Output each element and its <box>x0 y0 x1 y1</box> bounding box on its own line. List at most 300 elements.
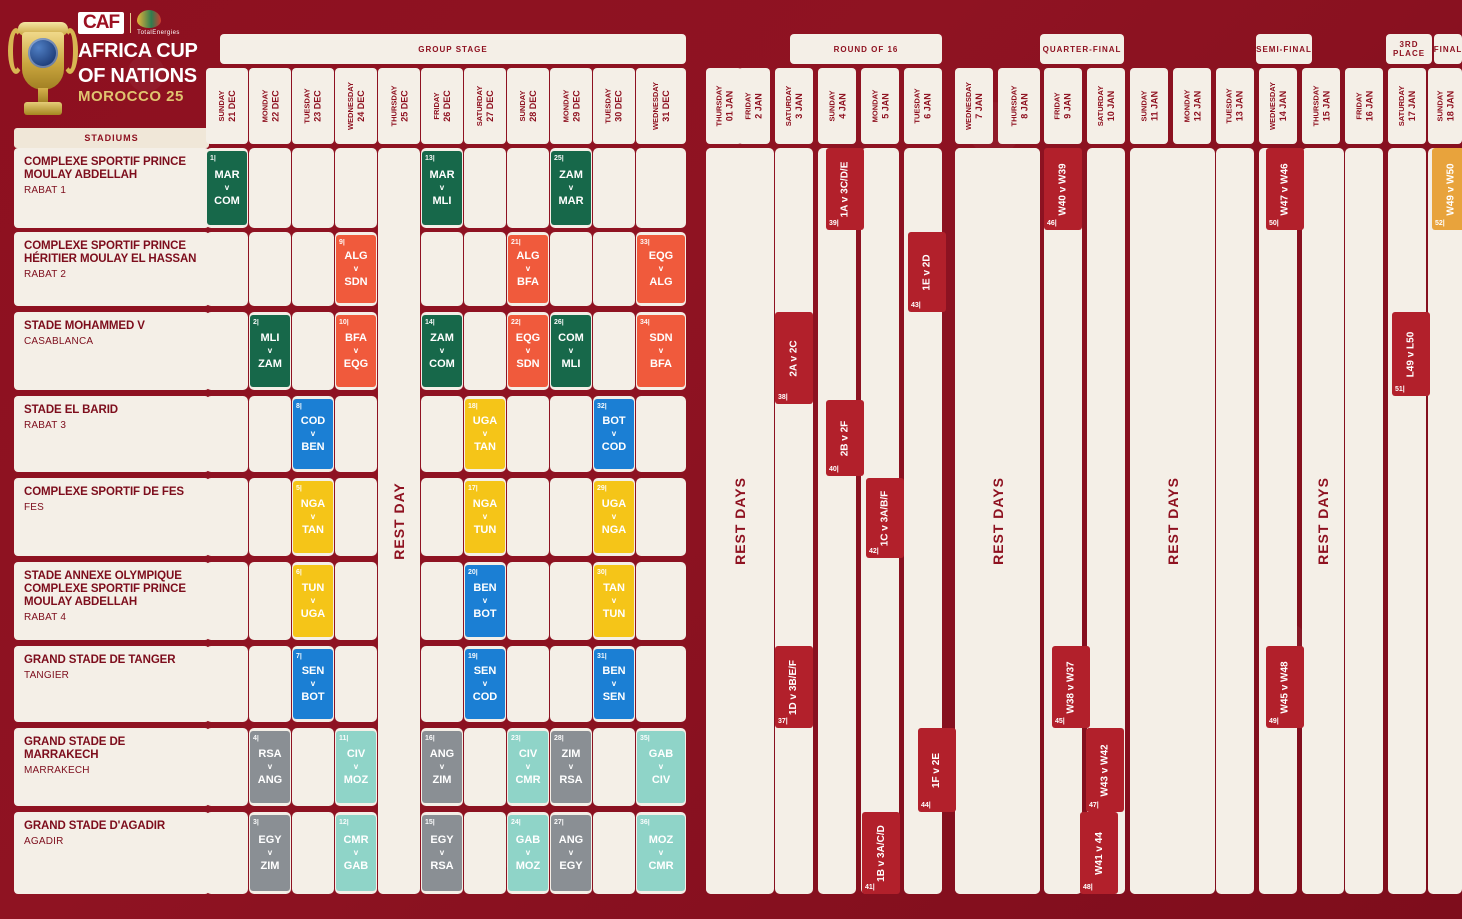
home-team: GAB <box>515 834 541 846</box>
schedule-column <box>1345 148 1383 894</box>
versus-separator: v <box>525 346 531 355</box>
schedule-cell <box>550 646 592 722</box>
match-card[interactable] <box>551 815 591 891</box>
schedule-cell <box>636 396 686 472</box>
schedule-cell <box>335 646 377 722</box>
date-weekday: SATURDAY <box>1397 85 1406 127</box>
date-weekday: WEDNESDAY <box>346 81 356 131</box>
knockout-match-card[interactable] <box>908 232 946 312</box>
knockout-matchup-label: 1E v 2D <box>921 253 933 291</box>
date-day: 12 JAN <box>1192 90 1202 122</box>
versus-separator: v <box>439 183 445 192</box>
knockout-match-card[interactable] <box>1044 148 1082 230</box>
match-number: 38| <box>778 394 788 401</box>
knockout-match-card[interactable] <box>1266 148 1304 230</box>
away-team: EGY <box>559 860 583 872</box>
away-team: CMR <box>515 774 541 786</box>
schedule-column <box>1216 148 1254 894</box>
stadium-city: RABAT 1 <box>24 185 67 196</box>
versus-separator: v <box>525 264 531 273</box>
date-weekday: TUESDAY <box>303 88 312 124</box>
schedule-cell <box>292 312 334 390</box>
home-team: CMR <box>343 834 369 846</box>
home-team: ANG <box>558 834 584 846</box>
schedule-column <box>775 148 813 894</box>
date-weekday: FRIDAY <box>431 92 441 120</box>
date-day: 28 DEC <box>527 90 538 122</box>
date-day: 4 JAN <box>836 93 847 119</box>
match-card[interactable] <box>508 315 548 387</box>
knockout-matchup-label: W41 v 44 <box>1093 831 1105 875</box>
schedule-cell <box>636 148 686 228</box>
schedule-cell <box>593 148 635 228</box>
away-team: ZIM <box>432 774 452 786</box>
versus-separator: v <box>482 596 488 605</box>
away-team: TAN <box>302 524 324 536</box>
match-card[interactable] <box>508 731 548 803</box>
versus-separator: v <box>568 183 574 192</box>
knockout-match-card[interactable] <box>1392 312 1430 396</box>
stadium-name: GRAND STADE D'AGADIR <box>24 820 166 832</box>
match-card[interactable] <box>508 815 548 891</box>
match-number: 37| <box>778 718 788 725</box>
match-number: 19| <box>468 653 478 660</box>
knockout-matchup-label: W45 v W48 <box>1279 660 1291 714</box>
match-card[interactable] <box>465 481 505 553</box>
match-number: 40| <box>829 466 839 473</box>
date-header <box>464 68 506 144</box>
date-weekday: THURSDAY <box>1311 85 1321 127</box>
date-day: 22 DEC <box>270 90 280 122</box>
home-team: ZAM <box>430 332 454 344</box>
stadium-name: GRAND STADE DE MARRAKECH <box>24 736 126 761</box>
away-team: MLI <box>561 358 581 370</box>
date-weekday: THURSDAY <box>388 85 398 127</box>
date-day: 25 DEC <box>398 90 409 122</box>
match-card[interactable] <box>637 815 685 891</box>
versus-separator: v <box>482 429 488 438</box>
home-team: BFA <box>345 332 367 344</box>
versus-separator: v <box>658 848 664 857</box>
knockout-match-card[interactable] <box>826 400 864 476</box>
date-day: 24 DEC <box>356 90 367 122</box>
home-team: EQG <box>515 332 541 344</box>
stadium-city: CASABLANCA <box>24 336 94 347</box>
home-team: SDN <box>649 332 673 344</box>
versus-separator: v <box>658 762 664 771</box>
match-card[interactable] <box>250 315 290 387</box>
away-team: TUN <box>473 524 497 536</box>
match-number: 48| <box>1083 884 1093 891</box>
knockout-match-card[interactable] <box>1052 646 1090 728</box>
date-header <box>1087 68 1125 144</box>
home-team: TAN <box>603 582 625 594</box>
phase-header: ROUND OF 16 <box>790 34 942 64</box>
date-header <box>955 68 993 144</box>
versus-separator: v <box>267 346 273 355</box>
knockout-matchup-label: 1D v 3B/E/F <box>788 659 800 715</box>
date-header <box>421 68 463 144</box>
match-number: 34| <box>640 319 650 326</box>
date-weekday: SATURDAY <box>784 85 793 127</box>
match-card[interactable] <box>336 731 376 803</box>
match-card[interactable] <box>465 565 505 637</box>
stadium-city: RABAT 2 <box>24 269 67 280</box>
date-day: 31 DEC <box>660 90 671 122</box>
caf-wordmark: CAF <box>78 12 124 34</box>
match-card[interactable] <box>293 565 333 637</box>
match-number: 52| <box>1435 220 1445 227</box>
schedule-cell <box>507 562 549 640</box>
schedule-cell <box>335 562 377 640</box>
schedule-cell <box>206 562 248 640</box>
match-number: 8| <box>296 403 302 410</box>
stadium-row <box>14 562 209 640</box>
schedule-cell <box>206 478 248 556</box>
match-number: 17| <box>468 485 478 492</box>
home-team: SEN <box>301 665 325 677</box>
match-card[interactable] <box>422 151 462 225</box>
stadium-name: COMPLEXE SPORTIF DE FES <box>24 486 184 498</box>
home-team: TUN <box>301 582 325 594</box>
schedule-cell <box>292 232 334 306</box>
match-card[interactable] <box>250 815 290 891</box>
schedule-cell <box>507 148 549 228</box>
match-card[interactable] <box>250 731 290 803</box>
match-number: 27| <box>554 819 564 826</box>
date-day: 9 JAN <box>1062 93 1073 119</box>
date-header <box>1216 68 1254 144</box>
knockout-match-card[interactable] <box>866 478 904 558</box>
date-day: 5 JAN <box>880 93 890 119</box>
match-number: 44| <box>921 802 931 809</box>
date-header <box>1302 68 1340 144</box>
versus-separator: v <box>310 512 316 521</box>
knockout-match-card[interactable] <box>1080 812 1118 894</box>
date-day: 01 JAN <box>724 90 735 122</box>
date-header <box>775 68 813 144</box>
knockout-matchup-label: 1C v 3A/B/F <box>879 490 891 546</box>
date-weekday: TUESDAY <box>604 88 613 124</box>
schedule-cell <box>636 478 686 556</box>
match-number: 10| <box>339 319 349 326</box>
match-number: 50| <box>1269 220 1279 227</box>
away-team: SDN <box>516 358 540 370</box>
match-card[interactable] <box>551 731 591 803</box>
stadium-city: MARRAKECH <box>24 765 90 776</box>
date-weekday: MONDAY <box>260 89 269 123</box>
date-header <box>818 68 856 144</box>
schedule-cell <box>206 728 248 806</box>
date-weekday: SUNDAY <box>1434 90 1444 122</box>
match-number: 13| <box>425 155 435 162</box>
versus-separator: v <box>525 762 531 771</box>
match-card[interactable] <box>637 235 685 303</box>
stadium-row <box>14 312 209 390</box>
schedule-cell <box>206 232 248 306</box>
date-weekday: MONDAY <box>561 89 570 123</box>
match-card[interactable] <box>594 649 634 719</box>
match-card[interactable] <box>293 481 333 553</box>
match-card[interactable] <box>336 315 376 387</box>
date-header <box>378 68 420 144</box>
stadiums-column-header: STADIUMS <box>14 128 209 148</box>
knockout-matchup-label: 2B v 2F <box>839 420 851 456</box>
date-weekday: SATURDAY <box>475 85 484 127</box>
schedule-cell <box>249 232 291 306</box>
date-header <box>1428 68 1462 144</box>
date-day: 16 JAN <box>1363 90 1374 122</box>
match-card[interactable] <box>207 151 247 225</box>
match-number: 49| <box>1269 718 1279 725</box>
match-card[interactable] <box>594 399 634 469</box>
match-card[interactable] <box>594 481 634 553</box>
away-team: SEN <box>602 691 626 703</box>
date-day: 27 DEC <box>485 90 495 122</box>
knockout-matchup-label: W38 v W37 <box>1065 660 1077 714</box>
schedule-cell <box>550 232 592 306</box>
away-team: UGA <box>300 608 326 620</box>
rest-day-block <box>706 148 774 894</box>
match-number: 1| <box>210 155 216 162</box>
rest-day-block <box>1130 148 1215 894</box>
away-team: MOZ <box>515 860 541 872</box>
date-weekday: SUNDAY <box>216 90 226 122</box>
away-team: CMR <box>648 860 674 872</box>
match-number: 3| <box>253 819 259 826</box>
knockout-match-card[interactable] <box>826 148 864 230</box>
match-number: 21| <box>511 239 521 246</box>
home-team: UGA <box>472 415 498 427</box>
match-number: 11| <box>339 735 349 742</box>
schedule-cell <box>507 646 549 722</box>
away-team: ALG <box>649 276 673 288</box>
stadium-row <box>14 478 209 556</box>
versus-separator: v <box>611 429 617 438</box>
rest-day-label: REST DAYS <box>989 477 1006 565</box>
match-card[interactable] <box>422 815 462 891</box>
home-team: ALG <box>516 250 540 262</box>
phase-header: SEMI-FINAL <box>1256 34 1312 64</box>
match-number: 14| <box>425 319 435 326</box>
schedule-column <box>1259 148 1297 894</box>
rest-day-block <box>1302 148 1344 894</box>
date-weekday: MONDAY <box>870 89 879 123</box>
date-day: 18 JAN <box>1444 90 1455 122</box>
match-card[interactable] <box>293 649 333 719</box>
match-number: 36| <box>640 819 650 826</box>
schedule-cell <box>335 478 377 556</box>
match-card[interactable] <box>336 815 376 891</box>
versus-separator: v <box>439 848 445 857</box>
date-header <box>904 68 942 144</box>
match-number: 31| <box>597 653 607 660</box>
stadium-name: COMPLEXE SPORTIF PRINCE MOULAY ABDELLAH <box>24 156 186 181</box>
stadium-city: RABAT 4 <box>24 612 67 623</box>
home-team: COD <box>300 415 326 427</box>
schedule-cell <box>593 312 635 390</box>
schedule-cell <box>593 232 635 306</box>
match-card[interactable] <box>293 399 333 469</box>
away-team: MOZ <box>343 774 369 786</box>
date-header <box>738 68 770 144</box>
date-weekday: WEDNESDAY <box>650 81 660 131</box>
stadium-row <box>14 396 209 472</box>
date-header <box>861 68 899 144</box>
rest-day-block <box>378 148 420 894</box>
match-number: 45| <box>1055 718 1065 725</box>
knockout-match-card[interactable] <box>1266 646 1304 728</box>
stadium-name: STADE EL BARID <box>24 404 119 416</box>
knockout-match-card[interactable] <box>1086 728 1124 812</box>
date-day: 15 JAN <box>1321 90 1332 122</box>
date-day: 10 JAN <box>1106 90 1116 122</box>
away-team: EQG <box>343 358 369 370</box>
versus-separator: v <box>310 429 316 438</box>
match-number: 2| <box>253 319 259 326</box>
match-card[interactable] <box>551 151 591 225</box>
schedule-cell <box>464 148 506 228</box>
date-header <box>249 68 291 144</box>
schedule-cell <box>464 312 506 390</box>
match-card[interactable] <box>508 235 548 303</box>
match-number: 15| <box>425 819 435 826</box>
versus-separator: v <box>482 512 488 521</box>
knockout-match-card[interactable] <box>775 646 813 728</box>
schedule-cell <box>206 396 248 472</box>
schedule-cell <box>464 232 506 306</box>
versus-separator: v <box>568 346 574 355</box>
schedule-column <box>1044 148 1082 894</box>
match-number: 28| <box>554 735 564 742</box>
schedule-cell <box>636 562 686 640</box>
versus-separator: v <box>611 512 617 521</box>
match-card[interactable] <box>594 565 634 637</box>
date-day: 11 JAN <box>1148 90 1159 122</box>
schedule-cell <box>636 646 686 722</box>
date-weekday: WEDNESDAY <box>1268 81 1278 131</box>
totalenergies-icon <box>137 10 161 28</box>
stadium-name: STADE MOHAMMED V <box>24 320 145 332</box>
schedule-column <box>1388 148 1426 894</box>
phase-header: FINAL <box>1434 34 1462 64</box>
schedule-cell <box>249 478 291 556</box>
stadium-name: GRAND STADE DE TANGER <box>24 654 176 666</box>
date-day: 30 DEC <box>614 90 624 122</box>
match-card[interactable] <box>422 315 462 387</box>
knockout-match-card[interactable] <box>775 312 813 404</box>
schedule-cell <box>249 562 291 640</box>
versus-separator: v <box>525 848 531 857</box>
versus-separator: v <box>353 762 359 771</box>
match-card[interactable] <box>551 315 591 387</box>
match-number: 30| <box>597 569 607 576</box>
date-day: 23 DEC <box>313 90 323 122</box>
knockout-matchup-label: W49 v W50 <box>1445 162 1457 216</box>
trophy-icon <box>14 6 72 124</box>
home-team: CIV <box>346 748 366 760</box>
versus-separator: v <box>310 596 316 605</box>
away-team: CIV <box>651 774 671 786</box>
match-number: 5| <box>296 485 302 492</box>
versus-separator: v <box>310 679 316 688</box>
rest-day-label: REST DAYS <box>732 477 748 565</box>
match-number: 46| <box>1047 220 1057 227</box>
away-team: ANG <box>257 774 283 786</box>
match-number: 12| <box>339 819 349 826</box>
knockout-match-card[interactable] <box>1432 148 1462 230</box>
home-team: EQG <box>648 250 674 262</box>
home-team: MAR <box>214 169 240 181</box>
date-day: 3 JAN <box>794 93 804 119</box>
date-day: 14 JAN <box>1278 90 1289 122</box>
date-weekday: WEDNESDAY <box>964 81 974 131</box>
match-card[interactable] <box>637 731 685 803</box>
match-number: 41| <box>865 884 875 891</box>
home-team: BEN <box>473 582 497 594</box>
match-card[interactable] <box>422 731 462 803</box>
date-header <box>206 68 248 144</box>
event-title-line2: OF NATIONS <box>78 65 197 87</box>
knockout-matchup-label: W40 v W39 <box>1057 162 1069 216</box>
schedule-column <box>1428 148 1462 894</box>
away-team: RSA <box>559 774 583 786</box>
schedule-cell <box>550 562 592 640</box>
match-card[interactable] <box>465 399 505 469</box>
match-number: 9| <box>339 239 345 246</box>
schedule-cell <box>550 478 592 556</box>
phase-header: GROUP STAGE <box>220 34 686 64</box>
date-header <box>998 68 1040 144</box>
match-number: 51| <box>1395 386 1405 393</box>
match-number: 4| <box>253 735 259 742</box>
schedule-cell <box>206 812 248 894</box>
match-card[interactable] <box>336 235 376 303</box>
date-weekday: FRIDAY <box>743 92 753 120</box>
match-number: 47| <box>1089 802 1099 809</box>
caf-afcon-logo <box>14 6 209 128</box>
home-team: ANG <box>429 748 455 760</box>
away-team: TAN <box>474 441 496 453</box>
schedule-cell <box>593 812 635 894</box>
stadium-city: TANGIER <box>24 670 70 681</box>
knockout-matchup-label: 1B v 3A/C/D <box>875 824 887 882</box>
away-team: TUN <box>602 608 626 620</box>
schedule-cell <box>292 728 334 806</box>
date-header <box>292 68 334 144</box>
away-team: BEN <box>301 441 325 453</box>
schedule-cell <box>421 646 463 722</box>
match-number: 29| <box>597 485 607 492</box>
match-number: 39| <box>829 220 839 227</box>
stadium-city: RABAT 3 <box>24 420 67 431</box>
home-team: NGA <box>472 498 498 510</box>
match-card[interactable] <box>465 649 505 719</box>
stadium-row <box>14 728 209 806</box>
stadium-row <box>14 812 209 894</box>
date-day: 6 JAN <box>923 93 933 119</box>
match-card[interactable] <box>637 315 685 387</box>
home-team: ZAM <box>559 169 583 181</box>
date-header <box>507 68 549 144</box>
schedule-cell <box>249 396 291 472</box>
knockout-match-card[interactable] <box>918 728 956 812</box>
schedule-cell <box>550 396 592 472</box>
knockout-match-card[interactable] <box>862 812 900 894</box>
home-team: ZIM <box>561 748 581 760</box>
date-header <box>636 68 686 144</box>
match-number: 24| <box>511 819 521 826</box>
